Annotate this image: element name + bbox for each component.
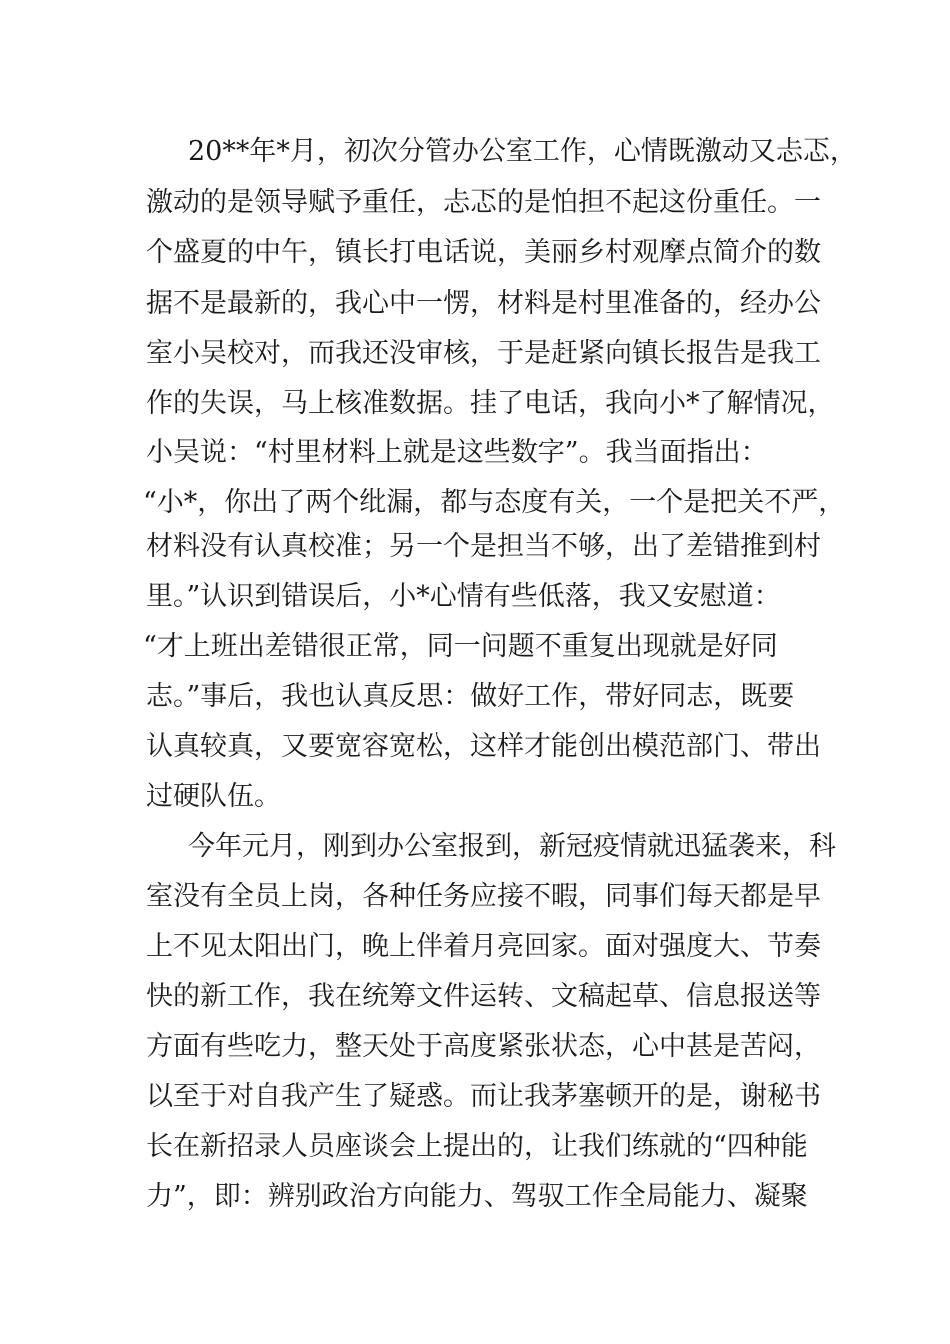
paragraph-line: “小*，你出了两个纰漏，都与态度有关，一个是把关不严， [143, 487, 846, 518]
paragraph-line: 激动的是领导赋予重任，忐忑的是怕担不起这份重任。一 [146, 187, 821, 218]
paragraph-line: 材料没有认真校准；另一个是担当不够，出了差错推到村 [146, 531, 821, 562]
paragraph-line: 里。”认识到错误后，小*心情有些低落，我又安慰道： [146, 581, 781, 612]
paragraph-line: 作的失误，马上核准数据。挂了电话，我向小*了解情况， [146, 388, 835, 419]
paragraph-line: 室小吴校对，而我还没审核，于是赶紧向镇长报告是我工 [146, 338, 821, 369]
paragraph-line: 上不见太阳出门，晚上伴着月亮回家。面对强度大、节奏 [146, 931, 821, 962]
paragraph-line: 小吴说：“村里材料上就是这些数字”。我当面指出： [146, 437, 768, 468]
paragraph-line: “才上班出差错很正常，同一问题不重复出现就是好同 [143, 631, 778, 662]
paragraph-line: 个盛夏的中午，镇长打电话说，美丽乡村观摩点简介的数 [146, 237, 821, 268]
paragraph-line: 志。”事后，我也认真反思：做好工作，带好同志，既要 [146, 681, 795, 712]
paragraph-line: 力”，即：辨别政治方向能力、驾驭工作全局能力、凝聚 [146, 1181, 808, 1212]
paragraph-line: 室没有全员上岗，各种任务应接不暇，同事们每天都是早 [146, 881, 821, 912]
paragraph-line: 快的新工作，我在统筹文件运转、文稿起草、信息报送等 [146, 981, 821, 1012]
paragraph-line: 以至于对自我产生了疑惑。而让我茅塞顿开的是，谢秘书 [146, 1081, 821, 1112]
paragraph-line: 过硬队伍。 [146, 781, 281, 812]
paragraph-line: 方面有些吃力，整天处于高度紧张状态，心中甚是苦闷， [146, 1031, 821, 1062]
paragraph-line: 长在新招录人员座谈会上提出的，让我们练就的“四种能 [146, 1131, 808, 1162]
paragraph-line: 20**年*月，初次分管办公室工作，心情既激动又忐忑， [188, 136, 857, 167]
paragraph-line: 认真较真，又要宽容宽松，这样才能创出模范部门、带出 [146, 731, 821, 762]
paragraph-line: 今年元月，刚到办公室报到，新冠疫情就迅猛袭来，科 [188, 831, 836, 862]
paragraph-line: 据不是最新的，我心中一愣，材料是村里准备的，经办公 [146, 288, 821, 319]
